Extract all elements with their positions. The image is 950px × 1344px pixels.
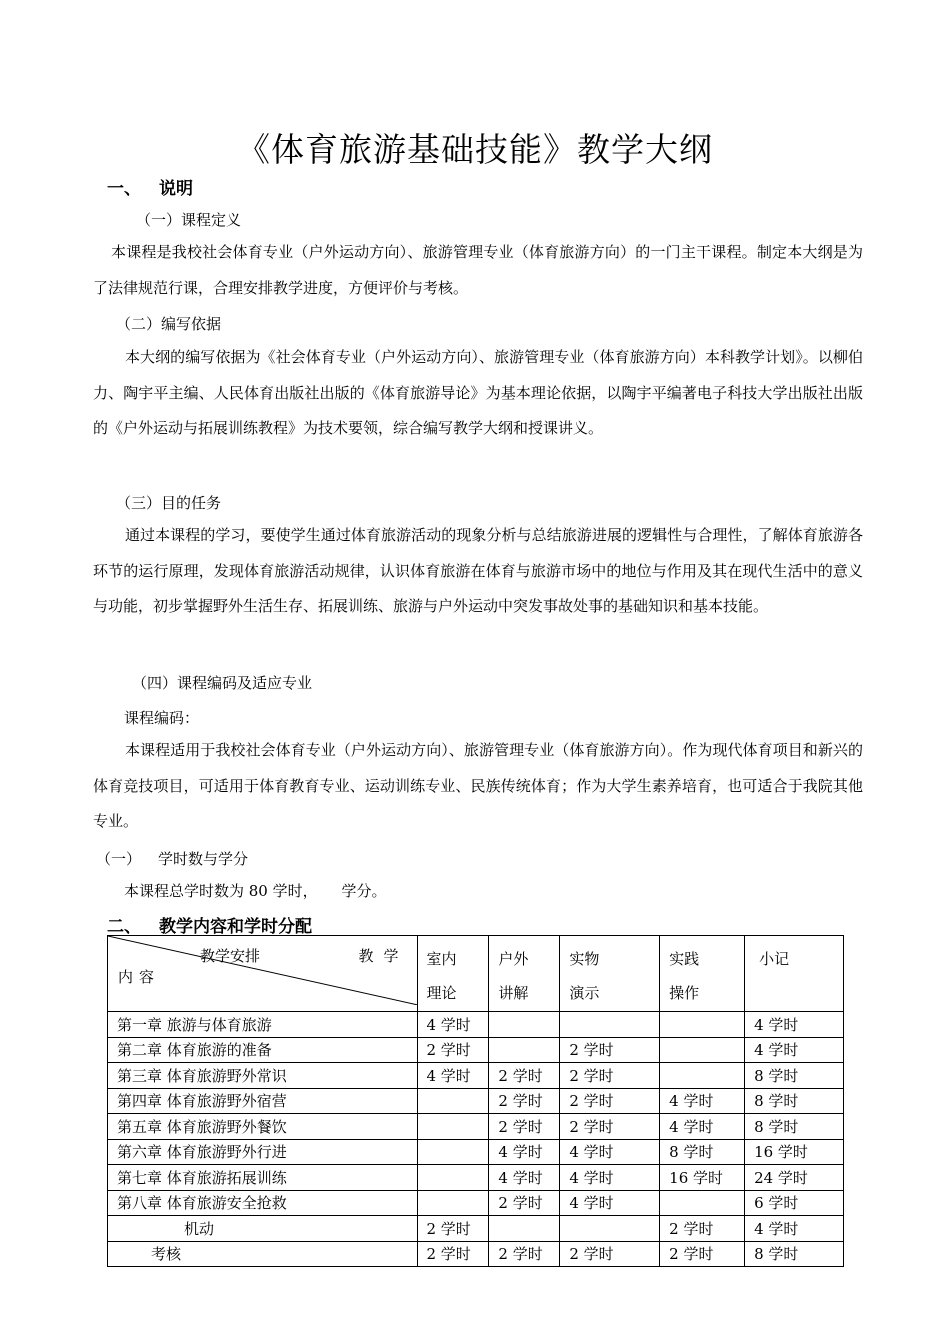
table-cell: 2 学时: [417, 1216, 489, 1242]
table-cell: 4 学时: [560, 1165, 660, 1191]
table-cell: 2 学时: [560, 1037, 660, 1063]
table-row: [108, 1216, 844, 1242]
diag-label-teaching: 教学: [358, 947, 409, 965]
diag-label-content: 内容: [118, 968, 161, 986]
table-row: [108, 1037, 844, 1063]
table-cell: 6 学时: [745, 1190, 844, 1216]
row-label: 机动: [108, 1216, 418, 1242]
table-cell: 4 学时: [660, 1088, 745, 1114]
course-code-label: 课程编码：: [124, 709, 200, 727]
table-cell: [560, 1216, 660, 1242]
table-row: [108, 1063, 844, 1089]
row-label: 第三章 体育旅游野外常识: [108, 1063, 418, 1089]
table-row: [108, 1012, 844, 1038]
table-cell: 4 学时: [417, 1063, 489, 1089]
table-cell: 4 学时: [417, 1012, 489, 1038]
table-cell: 8 学时: [745, 1241, 844, 1267]
table-cell: [660, 1012, 745, 1038]
table-cell: 2 学时: [489, 1063, 560, 1089]
header-col-2: 户外 讲解: [489, 936, 560, 1012]
subsection-3-heading: （三）目的任务: [116, 494, 222, 512]
subsection-5-heading: [96, 848, 248, 869]
table-cell: 2 学时: [560, 1088, 660, 1114]
table-cell: 2 学时: [560, 1241, 660, 1267]
table-row: [108, 1088, 844, 1114]
section-1-heading: [107, 174, 193, 199]
table-cell: 4 学时: [489, 1139, 560, 1165]
table-cell: 4 学时: [660, 1114, 745, 1140]
table-row: [108, 1190, 844, 1216]
header-col-4: 实践 操作: [660, 936, 745, 1012]
row-label: 第二章 体育旅游的准备: [108, 1037, 418, 1063]
table-cell: 4 学时: [560, 1190, 660, 1216]
schedule-table: [107, 935, 844, 1267]
subsection-4-text: 本课程适用于我校社会体育专业（户外运动方向）、旅游管理专业（体育旅游方向）。作为现代体育项目和新兴的体育竞技项目，可适用于体育教育专业、运动训练专业、民族传统体育；作为大学生素养培育，也可适合于我院其他专业。: [93, 741, 863, 830]
row-label: 第六章 体育旅游野外行进: [108, 1139, 418, 1165]
table-cell: [660, 1063, 745, 1089]
table-cell: [660, 1037, 745, 1063]
row-label: 第七章 体育旅游拓展训练: [108, 1165, 418, 1191]
row-label: 第一章 旅游与体育旅游: [108, 1012, 418, 1038]
table-cell: [489, 1037, 560, 1063]
table-cell: 8 学时: [660, 1139, 745, 1165]
table-cell: 2 学时: [489, 1088, 560, 1114]
section-1-title: 说明: [159, 179, 193, 199]
section-2-number: 二、: [107, 917, 141, 937]
table-cell: 8 学时: [745, 1063, 844, 1089]
row-label: 第四章 体育旅游野外宿营: [108, 1088, 418, 1114]
row-label: 考核: [108, 1241, 418, 1267]
table-cell: 2 学时: [489, 1114, 560, 1140]
table-row: [108, 1139, 844, 1165]
subsection-1-heading: （一）课程定义: [136, 211, 242, 229]
subsection-1-text: 本课程是我校社会体育专业（户外运动方向）、旅游管理专业（体育旅游方向）的一门主干课程。制定本大纲是为了法律规范行课，合理安排教学进度，方便评价与考核。: [93, 243, 863, 297]
table-cell: 4 学时: [560, 1139, 660, 1165]
diag-label-arrangement: 教学安排: [200, 947, 261, 965]
table-cell: [489, 1012, 560, 1038]
subsection-5-text: 本课程总学时数为 80 学时， 学分。: [124, 882, 387, 900]
table-cell: 2 学时: [660, 1241, 745, 1267]
table-cell: 16 学时: [745, 1139, 844, 1165]
table-cell: 2 学时: [417, 1037, 489, 1063]
header-col-1: 室内 理论: [417, 936, 489, 1012]
table-cell: [660, 1190, 745, 1216]
table-cell: [489, 1216, 560, 1242]
table-cell: 2 学时: [560, 1114, 660, 1140]
table-cell: [417, 1165, 489, 1191]
table-header-row: [108, 936, 844, 1012]
section-2-title: 教学内容和学时分配: [159, 917, 312, 937]
table-cell: [417, 1139, 489, 1165]
table-cell: [417, 1114, 489, 1140]
subsection-2-heading: （二）编写依据: [116, 315, 222, 333]
table-cell: 2 学时: [660, 1216, 745, 1242]
table-cell: 4 学时: [745, 1037, 844, 1063]
table-cell: 4 学时: [745, 1216, 844, 1242]
table-row: [108, 1114, 844, 1140]
table-row: [108, 1165, 844, 1191]
subsection-2-text: 本大纲的编写依据为《社会体育专业（户外运动方向）、旅游管理专业（体育旅游方向）本科教学计划》。以柳伯力、陶宇平主编、人民体育出版社出版的《体育旅游导论》为基本理论依据，以陶宇平编著电子科技大学出版社出版的《户外运动与拓展训练教程》为技术要领，综合编写教学大纲和授课讲义。: [93, 348, 863, 437]
table-cell: [417, 1088, 489, 1114]
table-cell: 4 学时: [489, 1165, 560, 1191]
section-2-heading: [107, 912, 312, 937]
header-col-5: 小记: [745, 936, 844, 1012]
table-cell: [560, 1012, 660, 1038]
subsection-4-heading: （四）课程编码及适应专业: [132, 674, 313, 692]
section-1-number: 一、: [107, 179, 141, 199]
table-cell: 8 学时: [745, 1114, 844, 1140]
subsection-5-number: （一）: [96, 850, 142, 868]
table-cell: 2 学时: [489, 1190, 560, 1216]
table-cell: 2 学时: [417, 1241, 489, 1267]
table-cell: 4 学时: [745, 1012, 844, 1038]
row-label: 第八章 体育旅游安全抢救: [108, 1190, 418, 1216]
table-cell: [417, 1190, 489, 1216]
document-title: 《体育旅游基础技能》教学大纲: [237, 130, 713, 169]
table-cell: 2 学时: [560, 1063, 660, 1089]
table-cell: 2 学时: [489, 1241, 560, 1267]
diagonal-header-cell: [108, 936, 418, 1012]
header-col-3: 实物 演示: [560, 936, 660, 1012]
table-cell: 8 学时: [745, 1088, 844, 1114]
subsection-5-title: 学时数与学分: [158, 850, 249, 868]
row-label: 第五章 体育旅游野外餐饮: [108, 1114, 418, 1140]
table-cell: 16 学时: [660, 1165, 745, 1191]
subsection-3-text: 通过本课程的学习，要使学生通过体育旅游活动的现象分析与总结旅游进展的逻辑性与合理性，了解体育旅游各环节的运行原理，发现体育旅游活动规律，认识体育旅游在体育与旅游市场中的地位与作用及其在现代生活中的意义与功能，初步掌握野外生活生存、拓展训练、旅游与户外运动中突发事故处事的基础知识和基本技能。: [93, 526, 863, 615]
table-row: [108, 1241, 844, 1267]
table-cell: 24 学时: [745, 1165, 844, 1191]
